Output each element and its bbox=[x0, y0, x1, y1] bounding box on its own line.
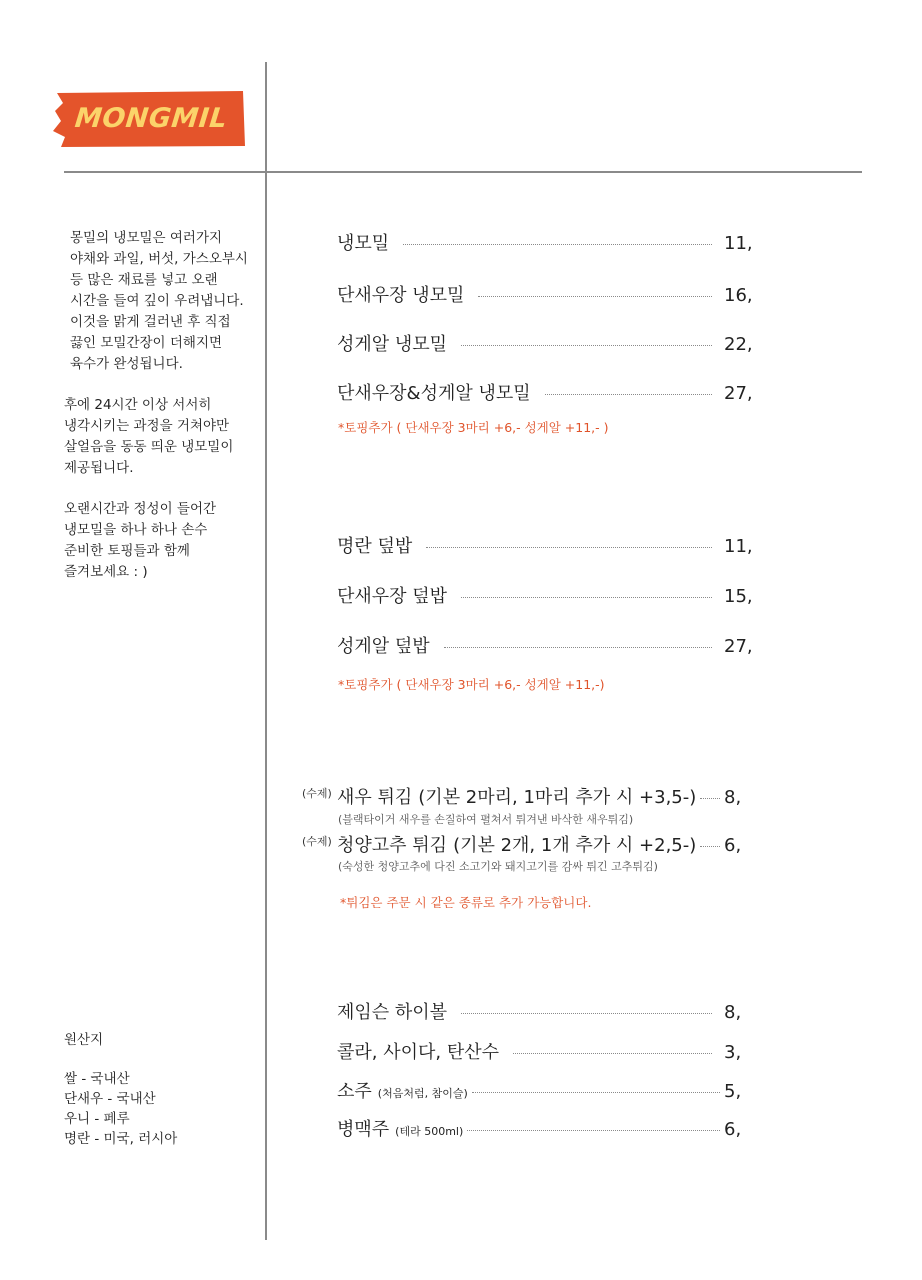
origin-item: 우니 - 페루 bbox=[64, 1111, 130, 1127]
origin-item: 쌀 - 국내산 bbox=[64, 1071, 130, 1087]
homemade-tag: (수제) bbox=[302, 835, 332, 848]
menu-item bbox=[337, 1077, 754, 1103]
menu-item-name: 성게알 덮밥 bbox=[337, 636, 430, 657]
menu-item-detail: (처음처럼, 참이슬) bbox=[377, 1087, 468, 1100]
menu-item-price: 11, bbox=[724, 233, 753, 254]
homemade-tag: (수제) bbox=[302, 787, 332, 800]
menu-item bbox=[337, 1115, 754, 1141]
logo-text: MONGMIL bbox=[73, 103, 229, 134]
menu-item-name: 병맥주 bbox=[337, 1119, 390, 1140]
intro-paragraph: 몽밀의 냉모밀은 여러가지 야채와 과일, 버섯, 가스오부시 등 많은 재료를 넣고 오랜 시간을 들여 깊이 우려냅니다. 이것을 맑게 걸러낸 후 직접 끓인 모밀간장이 더해지면 육수가 완성됩니다. bbox=[70, 230, 248, 372]
menu-item-price: 15, bbox=[724, 586, 753, 607]
leader-dots bbox=[461, 1013, 712, 1014]
intro-paragraph: 오랜시간과 정성이 들어간 냉모밀을 하나 하나 손수 준비한 토핑들과 함께 즐겨보세요 : ) bbox=[64, 501, 217, 580]
menu-item bbox=[337, 1038, 754, 1064]
menu-item-price: 22, bbox=[724, 334, 753, 355]
intro-text bbox=[64, 228, 264, 583]
menu-item-description: (블랙타이거 새우를 손질하여 펼쳐서 튀겨낸 바삭한 새우튀김) bbox=[338, 813, 634, 826]
vertical-divider bbox=[265, 62, 267, 1240]
menu-item-detail: (테라 500ml) bbox=[395, 1125, 464, 1138]
menu-item-price: 27, bbox=[724, 383, 753, 404]
leader-dots bbox=[700, 798, 720, 799]
menu-item bbox=[337, 532, 754, 558]
menu-item-description: (숙성한 청양고추에 다진 소고기와 돼지고기를 감싸 튀긴 고추튀김) bbox=[338, 860, 658, 873]
leader-dots bbox=[545, 394, 712, 395]
leader-dots bbox=[444, 647, 712, 648]
menu-item-name: 청양고추 튀김 bbox=[337, 835, 448, 856]
origin-item: 명란 - 미국, 러시아 bbox=[64, 1131, 178, 1147]
menu-item-name: 단새우장 덮밥 bbox=[337, 586, 448, 607]
leader-dots bbox=[461, 597, 712, 598]
menu-item-name: 성게알 냉모밀 bbox=[337, 334, 448, 355]
menu-item-price: 16, bbox=[724, 285, 753, 306]
menu-item-price: 5, bbox=[724, 1081, 742, 1102]
menu-item bbox=[337, 281, 754, 307]
menu-item-name: 단새우장 냉모밀 bbox=[337, 285, 465, 306]
menu-item-detail: (기본 2마리, 1마리 추가 시 +3,5-) bbox=[418, 787, 697, 808]
menu-item-name: 명란 덮밥 bbox=[337, 536, 413, 557]
leader-dots bbox=[478, 296, 712, 297]
menu-item bbox=[337, 582, 754, 608]
menu-item-price: 3, bbox=[724, 1042, 742, 1063]
menu-item-price: 11, bbox=[724, 536, 753, 557]
origin-section bbox=[64, 1030, 254, 1149]
menu-item bbox=[337, 229, 754, 255]
intro-paragraph: 후에 24시간 이상 서서히 냉각시키는 과정을 거쳐야만 살얼음을 동동 띄운 냉모밀이 제공됩니다. bbox=[64, 397, 234, 476]
menu-item-price: 6, bbox=[724, 835, 742, 856]
menu-item-name: 콜라, 사이다, 탄산수 bbox=[337, 1042, 499, 1063]
menu-item-name: 냉모밀 bbox=[337, 233, 390, 254]
menu-item bbox=[337, 330, 754, 356]
menu-item-price: 8, bbox=[724, 787, 742, 808]
menu-item-price: 8, bbox=[724, 1002, 742, 1023]
menu-item-name: 단새우장&성게알 냉모밀 bbox=[337, 383, 531, 404]
leader-dots bbox=[461, 345, 712, 346]
menu-item-name: 소주 bbox=[337, 1081, 372, 1102]
menu-item-price: 6, bbox=[724, 1119, 742, 1140]
horizontal-divider bbox=[64, 171, 862, 173]
menu-item-name: 새우 튀김 bbox=[337, 787, 413, 808]
fried-note: *튀김은 주문 시 같은 종류로 추가 가능합니다. bbox=[340, 895, 592, 910]
origin-item: 단새우 - 국내산 bbox=[64, 1091, 156, 1107]
leader-dots bbox=[472, 1092, 720, 1093]
leader-dots bbox=[700, 846, 720, 847]
menu-item bbox=[302, 783, 754, 809]
logo bbox=[53, 91, 246, 147]
leader-dots bbox=[513, 1053, 712, 1054]
topping-note: *토핑추가 ( 단새우장 3마리 +6,- 성게알 +11,- ) bbox=[338, 420, 609, 435]
menu-item bbox=[337, 998, 754, 1024]
leader-dots bbox=[467, 1130, 720, 1131]
leader-dots bbox=[403, 244, 712, 245]
menu-item-detail: (기본 2개, 1개 추가 시 +2,5-) bbox=[453, 835, 697, 856]
topping-note: *토핑추가 ( 단새우장 3마리 +6,- 성게알 +11,-) bbox=[338, 677, 605, 692]
menu-item-price: 27, bbox=[724, 636, 753, 657]
origin-title: 원산지 bbox=[64, 1032, 104, 1048]
menu-item-name: 제임슨 하이볼 bbox=[337, 1002, 448, 1023]
leader-dots bbox=[426, 547, 712, 548]
menu-item bbox=[337, 632, 754, 658]
menu-item bbox=[302, 831, 754, 857]
menu-item bbox=[337, 379, 754, 405]
